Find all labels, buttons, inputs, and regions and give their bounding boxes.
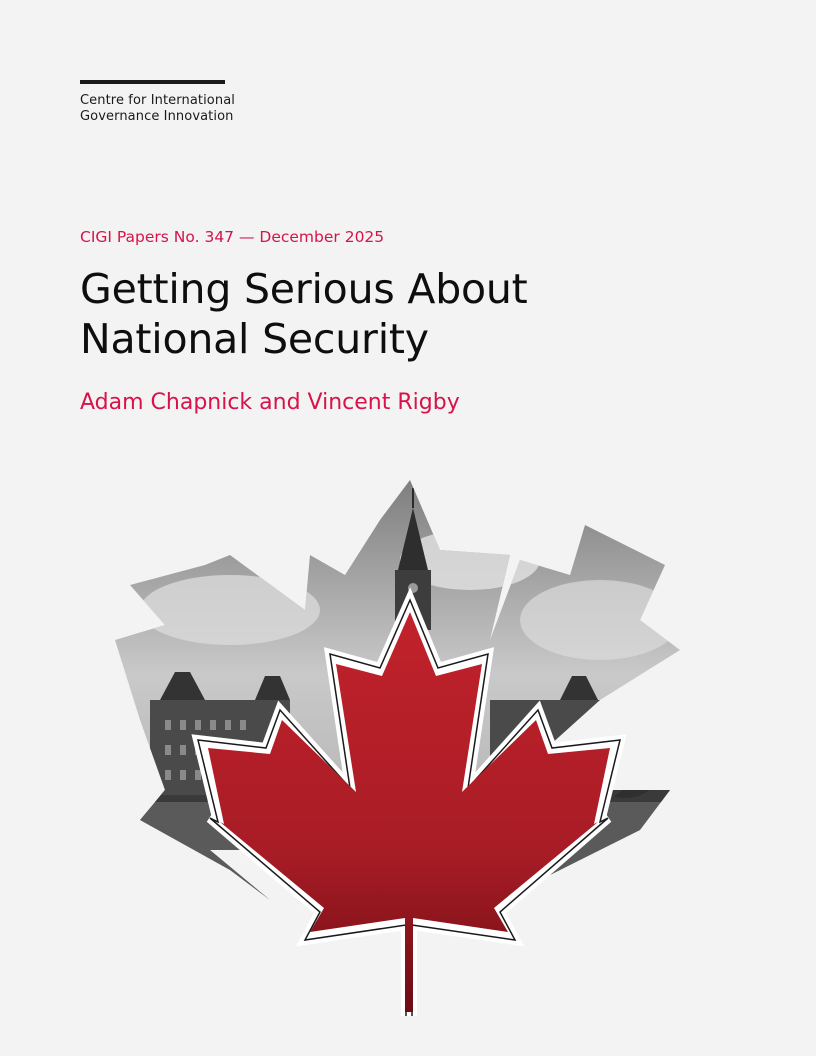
publisher-line-2: Governance Innovation <box>80 109 234 124</box>
publisher-logo <box>80 93 235 125</box>
maple-leaf-illustration <box>100 476 700 1016</box>
title-line-2: National Security <box>80 315 429 363</box>
page-title <box>80 264 528 364</box>
authors: Adam Chapnick and Vincent Rigby <box>80 390 460 415</box>
series-label: CIGI Papers No. 347 — December 2025 <box>80 228 385 246</box>
logo-rule <box>80 80 225 84</box>
title-line-1: Getting Serious About <box>80 265 528 313</box>
publisher-line-1: Centre for International <box>80 93 235 108</box>
